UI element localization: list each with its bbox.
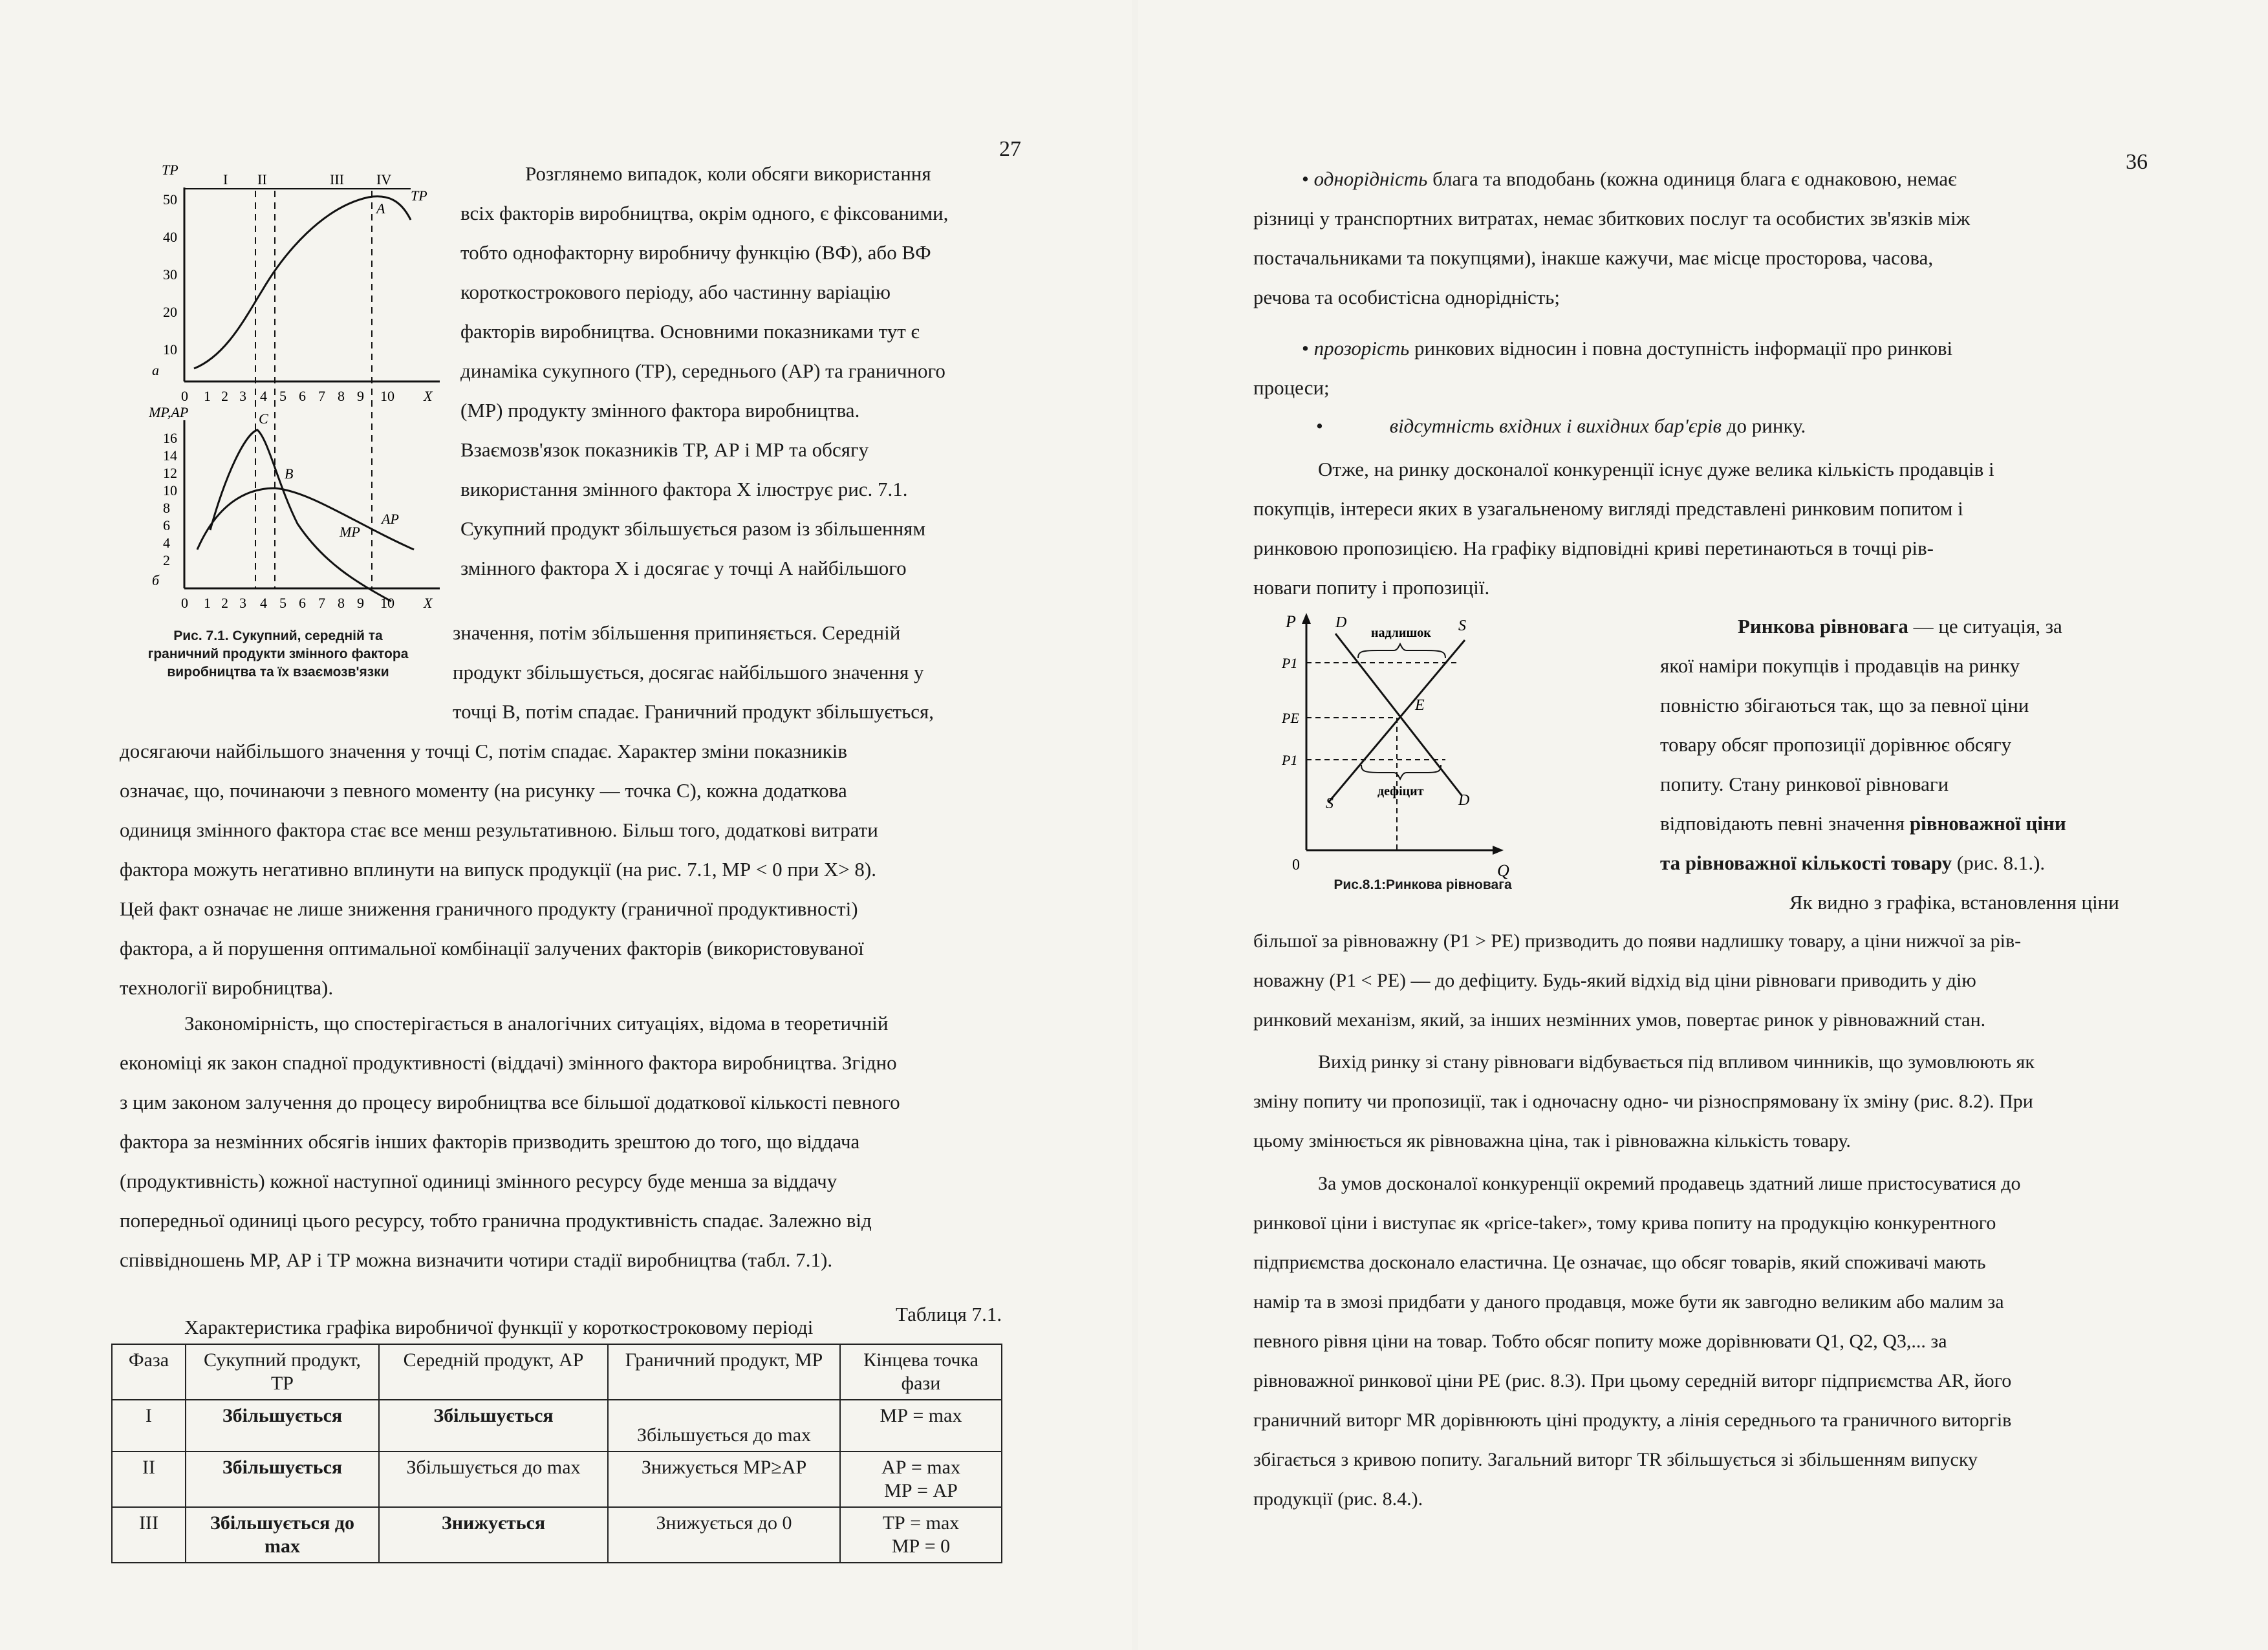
- caption-line: граничний продукти змінного фактора: [147, 647, 409, 661]
- mp-curve-label: MP: [340, 524, 360, 540]
- x-tick: 1: [204, 388, 211, 404]
- pe-label: PE: [1282, 710, 1299, 726]
- text-line: технології виробництва).: [120, 976, 334, 999]
- mp-tick-14: 14: [163, 447, 177, 464]
- text-line: ринковою пропозицією. На графіку відповідні криві перетинаються в точці рів-: [1253, 537, 1934, 559]
- page-number-left: 27: [999, 137, 1021, 161]
- text-line: економіці як закон спадної продуктивності (віддачі) змінного фактора виробництва. Згідно: [120, 1051, 897, 1074]
- text-line: Закономірність, що спостерігається в аналогічних ситуаціях, відома в теоретичній: [184, 1012, 889, 1034]
- mp-tick-10: 10: [163, 482, 177, 498]
- surplus-label: надлишок: [1371, 626, 1431, 640]
- bullet-term: прозорість: [1313, 337, 1410, 359]
- bullet-transparency: • прозорість ринкових відносин і повна доступність інформації про ринкові процеси;: [1253, 328, 2210, 407]
- right-page: [1138, 0, 2268, 1650]
- text-line: відповідають певні значення: [1660, 812, 1905, 835]
- table-cell: Збільшується: [379, 1400, 608, 1452]
- x-tick: 1: [204, 595, 211, 611]
- bullet-barriers: • відсутність вхідних і вихідних бар'єрів до ринку.: [1316, 414, 1806, 437]
- p1-bottom-label: P1: [1282, 752, 1298, 768]
- text-line: товару обсяг пропозиції дорівнює обсягу: [1660, 733, 2012, 756]
- text-line: використання змінного фактора Х ілюструє рис. 7.1.: [460, 478, 908, 500]
- header-mp: Граничний продукт, МР: [608, 1344, 840, 1400]
- x-tick: 9: [357, 388, 364, 404]
- equilibrium-label: E: [1415, 697, 1425, 714]
- table-cell: МР = max: [840, 1400, 1002, 1452]
- tp-curve: [194, 197, 411, 369]
- text-line: попередньої одиниці цього ресурсу, тобто гранична продуктивність спадає. Залежно від: [120, 1209, 872, 1232]
- bullet-term: однорідність: [1313, 167, 1428, 190]
- text-line: короткострокового періоду, або частинну варіацію: [460, 281, 891, 303]
- table-cell: Знижується МР≥АР: [608, 1452, 840, 1507]
- axis-q-label: Q: [1497, 861, 1509, 880]
- tp-curve-label: TP: [411, 188, 427, 204]
- price-taker-paragraph: [1253, 1164, 2210, 1519]
- figure-7-1-caption: [116, 627, 440, 681]
- point-c-label: C: [259, 411, 268, 427]
- x-axis-label: X: [424, 388, 433, 404]
- table-cell: Збільшується: [186, 1400, 379, 1452]
- bold-term: та: [1660, 852, 1681, 874]
- text-line: намір та в змозі придбати у даного продавця, може бути як завгодно великим або малим за: [1253, 1291, 2004, 1312]
- point-a-label: A: [376, 200, 385, 217]
- text-line: факторів виробництва. Основними показниками тут є: [460, 320, 920, 343]
- left-page: [0, 0, 1132, 1650]
- p1-top-label: P1: [1282, 655, 1298, 671]
- bullet-term: відсутність вхідних і вихідних бар'єрів: [1389, 414, 1722, 437]
- text-line: (рис. 8.1.).: [1956, 852, 2046, 874]
- text-line: збігається з кривою попиту. Загальний виторг TR збільшується зі збільшенням випуску: [1253, 1449, 1978, 1470]
- axis-p-label: P: [1286, 612, 1296, 631]
- demand-label-bottom: D: [1458, 792, 1470, 809]
- bold-term: рівноважної кількості товару: [1685, 852, 1952, 874]
- perfect-competition-paragraph: [1253, 449, 2210, 607]
- text-line: означає, що, починаючи з певного моменту (на рисунку — точка С), кожна додаткова: [120, 779, 847, 802]
- tp-tick-30: 30: [163, 266, 177, 283]
- x-tick: 2: [221, 595, 228, 611]
- x-tick: 5: [279, 595, 286, 611]
- text-line: точці В, потім спадає. Граничний продукт збільшується,: [453, 700, 934, 723]
- table-cell: І: [112, 1400, 186, 1452]
- x-tick: 0: [181, 388, 188, 404]
- text-line: динаміка сукупного (ТР), середнього (АР) та граничного: [460, 359, 945, 382]
- x-tick: 3: [239, 388, 246, 404]
- text-line: граничний виторг MR дорівнюють ціні продукту, а лінія середнього та граничного виторгів: [1253, 1409, 2012, 1431]
- panel-b-label: б: [152, 572, 160, 588]
- x-tick: 10: [380, 595, 394, 611]
- caption-line: Рис. 7.1. Сукупний, середній та: [173, 628, 383, 643]
- price-deviation-paragraph: [1253, 921, 2210, 1040]
- table-cell: Збільшується до max: [186, 1507, 379, 1563]
- text-line: ринкових відносин і повна доступність інформації про ринкові: [1414, 337, 1953, 359]
- supply-label-bottom: S: [1326, 795, 1334, 812]
- caption-line: виробництва та їх взаємозв'язки: [167, 665, 389, 680]
- mp-tick-8: 8: [163, 500, 170, 516]
- phase-label-2: II: [257, 171, 267, 188]
- table-cell: Знижується: [379, 1507, 608, 1563]
- text-line: різниці у транспортних витратах, немає збиткових послуг та особистих зв'язків між: [1253, 207, 1971, 230]
- header-ap: Середній продукт, АР: [379, 1344, 608, 1400]
- text-line: Цей факт означає не лише зниження граничного продукту (граничної продуктивності): [120, 897, 858, 920]
- supply-label-top: S: [1458, 617, 1466, 634]
- law-paragraph: [120, 1003, 1021, 1280]
- demand-label-top: D: [1335, 614, 1347, 631]
- x-tick: 7: [318, 388, 325, 404]
- table-cell: ТР = max МР = 0: [840, 1507, 1002, 1563]
- table-7-1: [111, 1344, 1002, 1563]
- x-tick: 4: [260, 595, 267, 611]
- mp-tick-6: 6: [163, 517, 170, 533]
- x-tick: 4: [260, 388, 267, 404]
- tp-tick-20: 20: [163, 304, 177, 320]
- point-b-label: B: [285, 466, 294, 482]
- text-line: продукт збільшується, досягає найбільшого значення у: [453, 661, 924, 683]
- deficit-label: дефіцит: [1377, 784, 1424, 798]
- text-line: повністю збігаються так, що за певної ціни: [1660, 694, 2029, 716]
- text-line: фактора, а й порушення оптимальної комбінації залучених факторів (використовуваної: [120, 937, 864, 959]
- text-line: блага та вподобань (кожна одиниця блага є однаковою, немає: [1432, 167, 1957, 190]
- text-line: Розглянемо випадок, коли обсяги використання: [525, 162, 931, 185]
- equilibrium-definition: [1660, 606, 2210, 922]
- text-line: рівноважної ринкової ціни PE (рис. 8.3). При цьому середній виторг підприємства AR, його: [1253, 1370, 2012, 1391]
- header-end: Кінцева точка фази: [840, 1344, 1002, 1400]
- text-line: Сукупний продукт збільшується разом із збільшенням: [460, 517, 926, 540]
- tp-axis-label: TP: [162, 162, 178, 178]
- table-cell: ІІІ: [112, 1507, 186, 1563]
- table-cell: Збільшується до max: [379, 1452, 608, 1507]
- definition-term: Ринкова рівновага: [1738, 615, 1908, 638]
- x-tick: 8: [338, 595, 345, 611]
- phase-label-1: I: [223, 171, 228, 188]
- page-number-right: 36: [2126, 150, 2148, 174]
- text-line: з цим законом залучення до процесу виробництва все більшої додаткової кількості певного: [120, 1091, 900, 1113]
- mp-tick-12: 12: [163, 465, 177, 481]
- text-line: постачальниками та покупцями), інакше кажучи, має місце просторова, часова,: [1253, 246, 1934, 269]
- text-line: процеси;: [1253, 376, 1330, 399]
- mp-tick-4: 4: [163, 535, 170, 551]
- x-tick: 6: [299, 595, 306, 611]
- figure-7-1: [149, 162, 453, 614]
- intro-paragraph: [460, 154, 1021, 588]
- ap-curve-label: AP: [382, 511, 399, 527]
- text-line: фактора можуть негативно вплинути на випуск продукції (на рис. 7.1, МР < 0 при Х> 8).: [120, 858, 877, 881]
- text-line: якої наміри покупців і продавців на ринку: [1660, 654, 2020, 677]
- text-line: Отже, на ринку досконалої конкуренції існує дуже велика кількість продавців і: [1318, 458, 1994, 480]
- text-line: більшої за рівноважну (P1 > PE) призводить до появи надлишку товару, а ціни нижчої за рів-: [1253, 930, 2022, 952]
- phase-label-4: IV: [376, 171, 392, 188]
- full-width-paragraph: [120, 731, 1021, 1007]
- table-cell: Збільшується до max: [608, 1400, 840, 1452]
- x-tick: 0: [181, 595, 188, 611]
- x-tick: 6: [299, 388, 306, 404]
- text-line: ринковий механізм, який, за інших незмінних умов, повертає ринок у рівноважний стан.: [1253, 1009, 1986, 1031]
- text-line: речова та особистісна однорідність;: [1253, 286, 1561, 308]
- table-cell: ІІ: [112, 1452, 186, 1507]
- text-line: (МР) продукту змінного фактора виробництва.: [460, 399, 860, 422]
- text-line: зміну попиту чи пропозиції, так і одночасну одно- чи різноспрямовану їх зміну (рис. 8.2). При: [1253, 1091, 2033, 1112]
- tp-tick-40: 40: [163, 229, 177, 245]
- x-tick: 3: [239, 595, 246, 611]
- figure-8-1-caption: Рис.8.1:Ринкова рівновага: [1334, 877, 1512, 892]
- text-line: співвідношень МР, АР і ТР можна визначити чотири стадії виробництва (табл. 7.1).: [120, 1248, 833, 1271]
- origin-label: 0: [1292, 857, 1300, 873]
- text-line: — це ситуація, за: [1913, 615, 2062, 638]
- text-line: значення, потім збільшення припиняється. Середній: [453, 621, 901, 644]
- text-line: ринкової ціни і виступає як «price-taker», тому крива попиту на продукцію конкурентного: [1253, 1212, 1996, 1234]
- text-line: підприємства досконало еластична. Це означає, що обсяг товарів, який споживачі мають: [1253, 1252, 1986, 1273]
- text-line: новажну (P1 < PE) — до дефіциту. Будь-який відхід від ціни рівноваги приводить у дію: [1253, 970, 1976, 991]
- text-line: Вихід ринку зі стану рівноваги відбувається під впливом чинників, що зумовлюють як: [1318, 1051, 2035, 1073]
- tp-tick-50: 50: [163, 191, 177, 208]
- intro-paragraph-cont: [453, 613, 1021, 731]
- table-label: Таблиця 7.1.: [896, 1303, 1002, 1325]
- table-header-row: [112, 1344, 1002, 1400]
- x-axis-label: X: [424, 595, 433, 611]
- x-tick: 5: [279, 388, 286, 404]
- tp-tick-10: 10: [163, 341, 177, 358]
- table-cell: АР = max МР = АР: [840, 1452, 1002, 1507]
- header-tp: Сукупний продукт, ТР: [186, 1344, 379, 1400]
- table-cell: Знижується до 0: [608, 1507, 840, 1563]
- text-line: певного рівня ціни на товар. Тобто обсяг попиту може дорівнювати Q1, Q2, Q3,... за: [1253, 1331, 1947, 1352]
- text-line: попиту. Стану ринкової рівноваги: [1660, 773, 1949, 795]
- x-tick: 9: [357, 595, 364, 611]
- text-line: продукції (рис. 8.4.).: [1253, 1488, 1423, 1510]
- text-line: новаги попиту і пропозиції.: [1253, 576, 1490, 599]
- figure-8-1: [1274, 608, 1533, 886]
- x-tick: 10: [380, 388, 394, 404]
- mp-curve: [210, 430, 391, 601]
- text-line: покупців, інтереси яких в узагальненому вигляді представлені ринковим попитом і: [1253, 497, 1963, 520]
- text-line: тобто однофакторну виробничу функцію (ВФ), або ВФ: [460, 241, 931, 264]
- text-line: За умов досконалої конкуренції окремий продавець здатний лише пристосуватися до: [1318, 1173, 2021, 1194]
- table-row: [112, 1507, 1002, 1563]
- panel-a-label: а: [152, 362, 159, 378]
- mp-ap-axis-label: MP,AP: [149, 404, 189, 420]
- x-tick: 7: [318, 595, 325, 611]
- text-line: до ринку.: [1726, 414, 1806, 437]
- text-line: фактора за незмінних обсягів інших факторів призводить зрештою до того, що віддача: [120, 1130, 860, 1153]
- text-line: цьому змінюється як рівноважна ціна, так і рівноважна кількість товару.: [1253, 1130, 1851, 1152]
- bullet-homogeneity: • однорідність блага та вподобань (кожна одиниця блага є однаковою, немає різниці у транспортних витратах, немає збиткових послуг та особистих зв'язків між постачальниками та покупцями), інакше кажучи, має місце просторова, часова, речова та особистісна однорідність;: [1253, 159, 2210, 317]
- x-tick: 2: [221, 388, 228, 404]
- table-cell: Збільшується: [186, 1452, 379, 1507]
- table-title: Характеристика графіка виробничої функції у короткостроковому періоді: [184, 1316, 814, 1338]
- phase-label-3: III: [330, 171, 344, 188]
- bold-term: рівноважної ціни: [1909, 812, 2066, 835]
- x-tick: 8: [338, 388, 345, 404]
- text-line: досягаючи найбільшого значення у точці С, потім спадає. Характер зміни показників: [120, 740, 848, 762]
- text-line: змінного фактора Х і досягає у точці А найбільшого: [460, 557, 907, 579]
- equilibrium-shift-paragraph: [1253, 1042, 2210, 1161]
- mp-tick-2: 2: [163, 552, 170, 568]
- text-line: одиниця змінного фактора стає все менш результативною. Більш того, додаткові витрати: [120, 819, 878, 841]
- text-line: Взаємозв'язок показників ТР, АР і МР та обсягу: [460, 438, 869, 461]
- text-line: всіх факторів виробництва, окрім одного, є фіксованими,: [460, 202, 949, 224]
- table-row: [112, 1400, 1002, 1452]
- table-row: [112, 1452, 1002, 1507]
- header-phase: Фаза: [112, 1344, 186, 1400]
- text-line: (продуктивність) кожної наступної одиниці змінного ресурсу буде менша за віддачу: [120, 1170, 837, 1192]
- text-line: Як видно з графіка, встановлення ціни: [1789, 891, 2119, 914]
- mp-tick-16: 16: [163, 430, 177, 446]
